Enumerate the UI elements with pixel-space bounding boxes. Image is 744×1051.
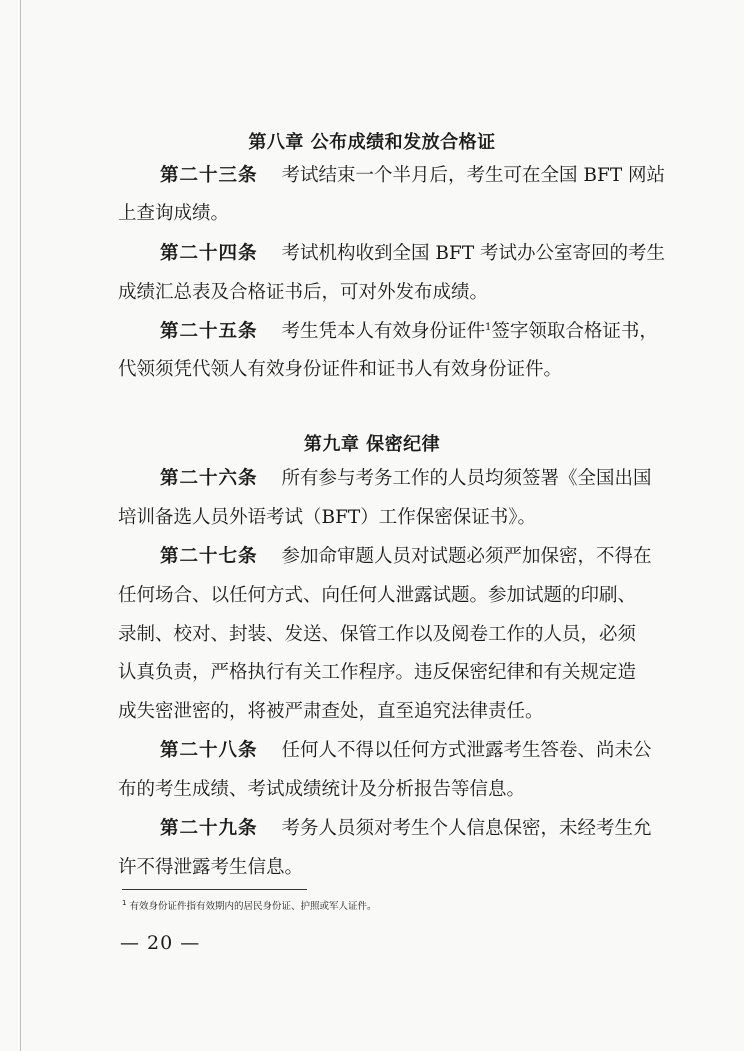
article-29-line-2: 许不得泄露考生信息。	[118, 857, 304, 878]
article-28-text-1: 任何人不得以任何方式泄露考生答卷、尚未公	[281, 740, 652, 761]
article-25-line-1	[160, 319, 658, 345]
article-25-number: 第二十五条	[160, 321, 258, 342]
article-29-number: 第二十九条	[160, 818, 258, 839]
article-23-line-1	[160, 163, 665, 189]
article-24-text-1: 考试机构收到全国 BFT 考试办公室寄回的考生	[281, 243, 666, 264]
article-26-line-1	[160, 466, 652, 492]
article-27-line-1	[160, 544, 652, 570]
article-24-line-1	[160, 241, 665, 267]
article-27-text-1: 参加命审题人员对试题必须严加保密，不得在	[281, 546, 652, 567]
article-25-line-2: 代领须凭代领人有效身份证件和证书人有效身份证件。	[118, 359, 563, 380]
article-27-number: 第二十七条	[160, 546, 258, 567]
article-29-line-1	[160, 816, 652, 842]
chapter-8-title: 第八章 公布成绩和发放合格证	[248, 132, 496, 153]
article-25-text-1b: 签字领取合格证书，	[491, 321, 658, 342]
scan-edge-line	[20, 0, 21, 1051]
article-25-text-1a: 考生凭本人有效身份证件	[281, 321, 486, 342]
article-28-line-1	[160, 738, 652, 764]
article-24-number: 第二十四条	[160, 243, 258, 264]
footnote	[122, 898, 376, 912]
article-27-line-5: 成失密泄密的，将被严肃查处，直至追究法律责任。	[118, 701, 544, 722]
article-23-text-1: 考试结束一个半月后，考生可在全国 BFT 网站	[281, 165, 666, 186]
article-23-line-2: 上查询成绩。	[118, 203, 230, 224]
page-number: — 20 —	[120, 932, 201, 954]
article-27-line-3: 录制、校对、封装、发送、保管工作以及阅卷工作的人员，必须	[118, 624, 637, 645]
chapter-9-title: 第九章 保密纪律	[303, 434, 441, 455]
article-28-number: 第二十八条	[160, 740, 258, 761]
article-26-line-2: 培训备选人员外语考试（BFT）工作保密保证书》。	[118, 507, 537, 528]
footnote-divider	[122, 889, 307, 890]
article-23-number: 第二十三条	[160, 165, 258, 186]
article-27-line-2: 任何场合、以任何方式、向任何人泄露试题。参加试题的印刷、	[118, 585, 637, 606]
footnote-reference: 1	[485, 321, 492, 333]
article-28-line-2: 布的考生成绩、考试成绩统计及分析报告等信息。	[118, 779, 526, 800]
footnote-text: 有效身份证件指有效期内的居民身份证、护照或军人证件。	[129, 901, 377, 912]
footnote-mark: 1	[122, 898, 127, 907]
article-26-number: 第二十六条	[160, 468, 258, 489]
article-27-line-4: 认真负责，严格执行有关工作程序。违反保密纪律和有关规定造	[118, 662, 637, 683]
article-24-line-2: 成绩汇总表及合格证书后，可对外发布成绩。	[118, 282, 489, 303]
article-29-text-1: 考务人员须对考生个人信息保密，未经考生允	[281, 818, 652, 839]
article-26-text-1: 所有参与考务工作的人员均须签署《全国出国	[281, 468, 652, 489]
